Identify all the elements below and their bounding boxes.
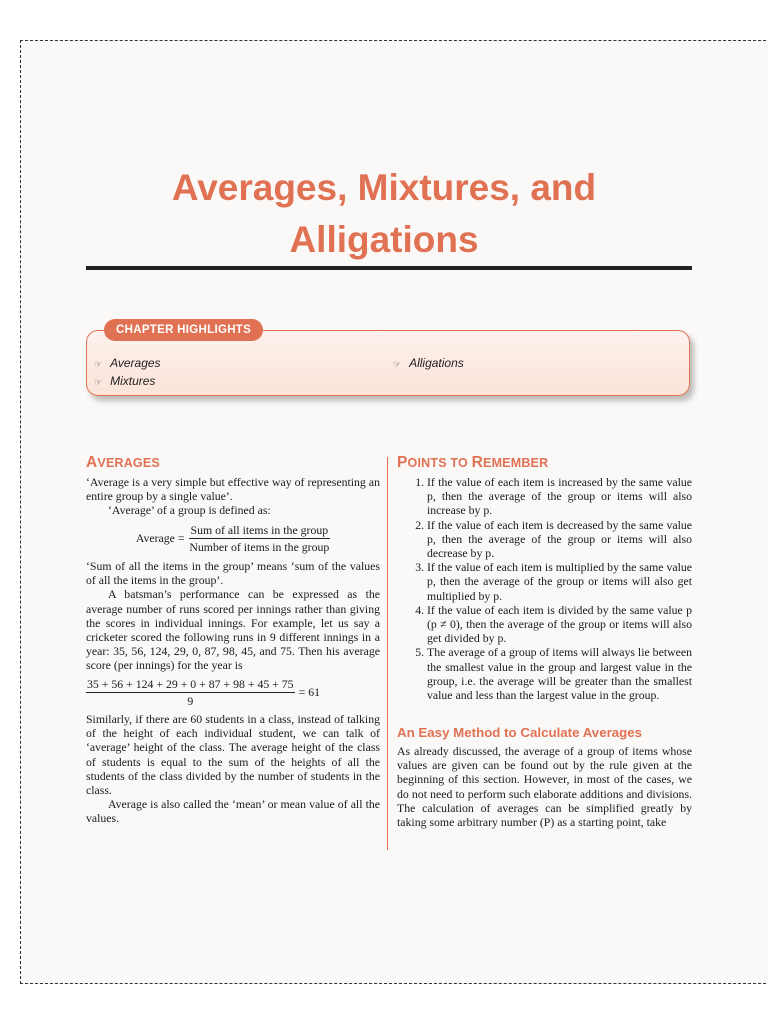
chapter-highlights-tab: CHAPTER HIGHLIGHTS [104, 319, 263, 341]
highlight-item-averages [94, 356, 161, 370]
formula-fraction [189, 523, 331, 554]
heading-rest: VERAGES [97, 456, 160, 470]
equation-fraction [86, 677, 295, 708]
averages-paragraph-6: Average is also called the ‘mean’ or mean value of all the values. [86, 797, 380, 826]
points-list-wrapper [387, 475, 692, 702]
averages-paragraph-4: A batsman’s performance can be expressed as the average number of runs scored per innings rather than giving the scores in individual innings. For example, let us say a cricketer scored the following runs in 9 different innings in a year: 35, 56, 124, 29, 0, 87, 98, 45, and 75. Then his average score (per innings) for the year is [86, 587, 380, 673]
point-item: 2. If the value of each item is decreased by the same value p, then the average of the group or items will also decrease by p. [427, 518, 692, 561]
equation-numerator: 35 + 56 + 124 + 29 + 0 + 87 + 98 + 45 + 75 [86, 677, 295, 693]
formula-numerator: Sum of all items in the group [189, 523, 331, 539]
point-item: 1. If the value of each item is increased by the same value p, then the average of the group or items will also increase by p. [427, 475, 692, 518]
formula-denominator: Number of items in the group [189, 539, 330, 554]
pointing-hand-icon: ☞ [94, 377, 103, 387]
averages-paragraph-2: ‘Average’ of a group is defined as: [108, 503, 271, 518]
points-to-remember-heading [397, 454, 548, 472]
highlight-label: Alligations [409, 356, 464, 370]
batsman-average-equation [86, 677, 380, 708]
equation-denominator: 9 [187, 693, 194, 708]
point-item: 3. If the value of each item is multiplied by the same value p, then the average of the group or items will also get multiplied by p. [427, 560, 692, 603]
point-item: 4. If the value of each item is divided by the same value p (p ≠ 0), then the average of the group or items will also get divided by p. [427, 603, 692, 646]
highlight-label: Averages [110, 356, 161, 370]
equation-result: = 61 [298, 685, 320, 700]
easy-method-heading: An Easy Method to Calculate Averages [397, 725, 643, 740]
highlight-item-mixtures [94, 374, 155, 388]
chapter-title-line2: Alligations [289, 219, 479, 260]
heading-rest: EMEMBER [483, 456, 549, 470]
easy-method-paragraph: As already discussed, the average of a group of items whose values are given can be found out by the rule given at the beginning of this section. However, in most of the cases, we do not need to perform such elaborate additions and divisions. The calculation of averages can be simplified greatly by taking some arbitrary number (P) as a starting point, take [397, 744, 692, 830]
heading-initial: P [397, 454, 408, 471]
highlight-item-alligations [393, 356, 464, 370]
heading-initial: A [86, 454, 98, 471]
averages-paragraph-5: Similarly, if there are 60 students in a class, instead of talking of the height of each individual student, we can talk of ‘average’ height of the class. The average height of the class of students is equal to the sum of the heights of all the students of the class divided by the number of students in the class. [86, 712, 380, 798]
heading-rest: OINTS TO [407, 456, 472, 470]
pointing-hand-icon: ☞ [393, 359, 402, 369]
heading-initial: R [471, 454, 484, 471]
point-item: 5. The average of a group of items will always lie between the smallest value in the group and largest value in the group, i.e. the average will be greater than the smallest value and less than the largest value in the group. [427, 645, 692, 702]
averages-heading [86, 454, 160, 472]
highlight-label: Mixtures [110, 374, 156, 388]
pointing-hand-icon: ☞ [94, 359, 103, 369]
easy-method-body [397, 744, 692, 829]
averages-paragraph-1: ‘Average is a very simple but effective way of representing an entire group by a single value’. [86, 475, 380, 504]
points-list [387, 475, 692, 702]
averages-paragraph-3: ‘Sum of all the items in the group’ means ‘sum of the values of all the items in the group’. [86, 559, 380, 588]
chapter-title [0, 162, 768, 266]
averages-body [86, 475, 380, 826]
title-divider [86, 266, 692, 270]
formula-lhs: Average = [135, 531, 185, 546]
chapter-title-line1: Averages, Mixtures, and [171, 167, 597, 208]
average-formula [86, 523, 380, 554]
